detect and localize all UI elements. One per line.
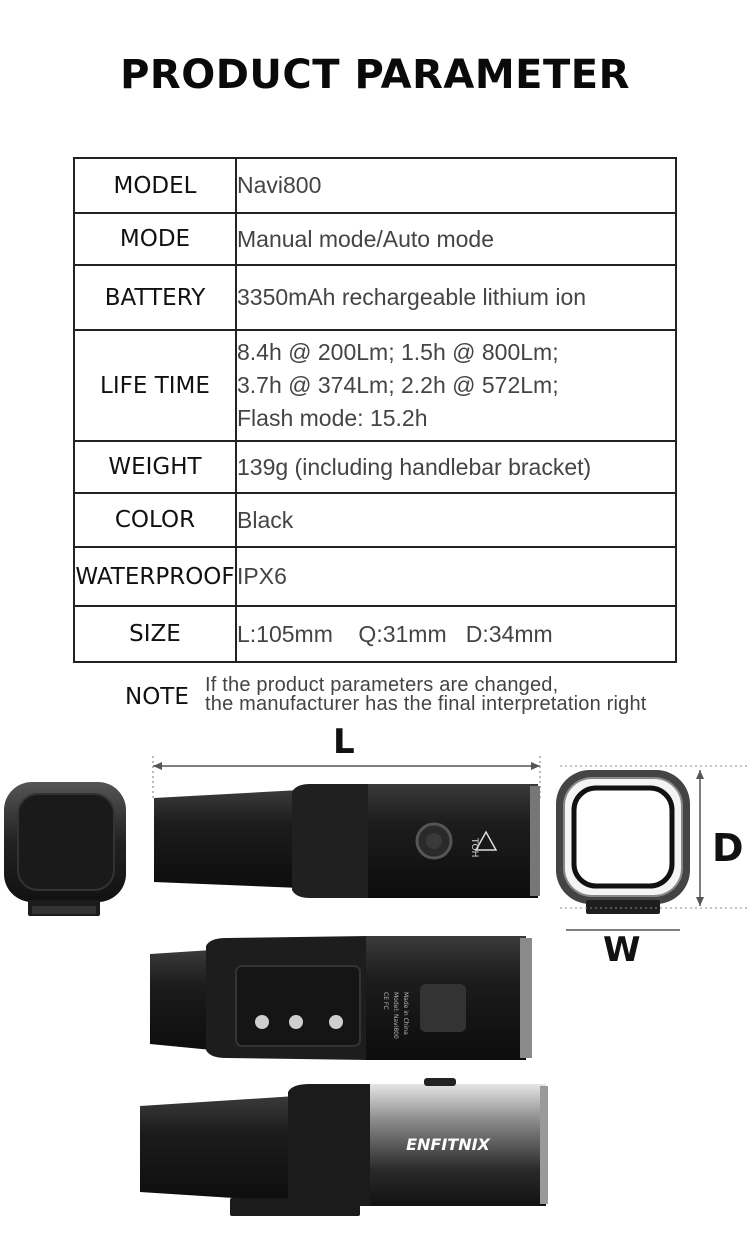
value-line: L:105mm Q:31mm D:34mm xyxy=(237,620,553,647)
row-key: SIZE xyxy=(74,606,236,662)
width-label: W xyxy=(603,930,641,970)
row-key: WATERPROOF xyxy=(74,547,236,606)
note-line: the manufacturer has the final interpretation right xyxy=(205,693,647,715)
svg-text:Made in China: Made in China xyxy=(402,992,409,1035)
row-value xyxy=(236,213,676,265)
value-line: 3.7h @ 374Lm; 2.2h @ 572Lm; xyxy=(237,372,559,398)
value-line: Flash mode: 15.2h xyxy=(237,405,428,431)
parameter-table xyxy=(73,157,677,663)
value-line: Black xyxy=(237,506,294,533)
row-key: MODE xyxy=(74,213,236,265)
front-view-light xyxy=(556,766,748,930)
note-text xyxy=(205,676,685,714)
table-row xyxy=(74,330,676,441)
depth-label: D xyxy=(712,826,744,870)
value-line: 8.4h @ 200Lm; 1.5h @ 800Lm; xyxy=(237,339,559,365)
length-label: L xyxy=(333,722,355,762)
table-row xyxy=(74,158,676,213)
table-row xyxy=(74,441,676,493)
svg-text:CE FC: CE FC xyxy=(382,992,389,1010)
row-value xyxy=(236,330,676,441)
row-value xyxy=(236,547,676,606)
value-line: Manual mode/Auto mode xyxy=(237,225,494,252)
side-view-brand xyxy=(140,1078,548,1216)
table-row xyxy=(74,265,676,330)
table-row xyxy=(74,547,676,606)
table-row xyxy=(74,606,676,662)
table-row xyxy=(74,493,676,547)
table-row xyxy=(74,213,676,265)
side-view-top xyxy=(154,784,540,898)
value-line: 3350mAh rechargeable lithium ion xyxy=(237,284,587,310)
row-key: LIFE TIME xyxy=(74,330,236,441)
top-logo-text: TOH xyxy=(469,838,479,858)
row-value xyxy=(236,441,676,493)
row-key: WEIGHT xyxy=(74,441,236,493)
note-label: NOTE xyxy=(125,684,189,710)
row-value xyxy=(236,493,676,547)
value-line: Navi800 xyxy=(237,172,322,198)
brand-logo-text: ENFITNIX xyxy=(406,1135,490,1154)
row-value xyxy=(236,265,676,330)
row-value xyxy=(236,606,676,662)
row-key: COLOR xyxy=(74,493,236,547)
page-title: PRODUCT PARAMETER xyxy=(120,52,630,98)
value-line: IPX6 xyxy=(237,563,287,589)
row-key: MODEL xyxy=(74,158,236,213)
row-key: BATTERY xyxy=(74,265,236,330)
svg-text:Model: Navi800: Model: Navi800 xyxy=(392,992,399,1039)
value-line: 139g (including handlebar bracket) xyxy=(237,453,592,480)
rear-view-light xyxy=(4,782,126,916)
note-line: If the product parameters are changed, xyxy=(205,674,559,696)
product-illustrations xyxy=(0,740,750,1251)
side-view-bottom xyxy=(150,936,532,1060)
row-value xyxy=(236,158,676,213)
